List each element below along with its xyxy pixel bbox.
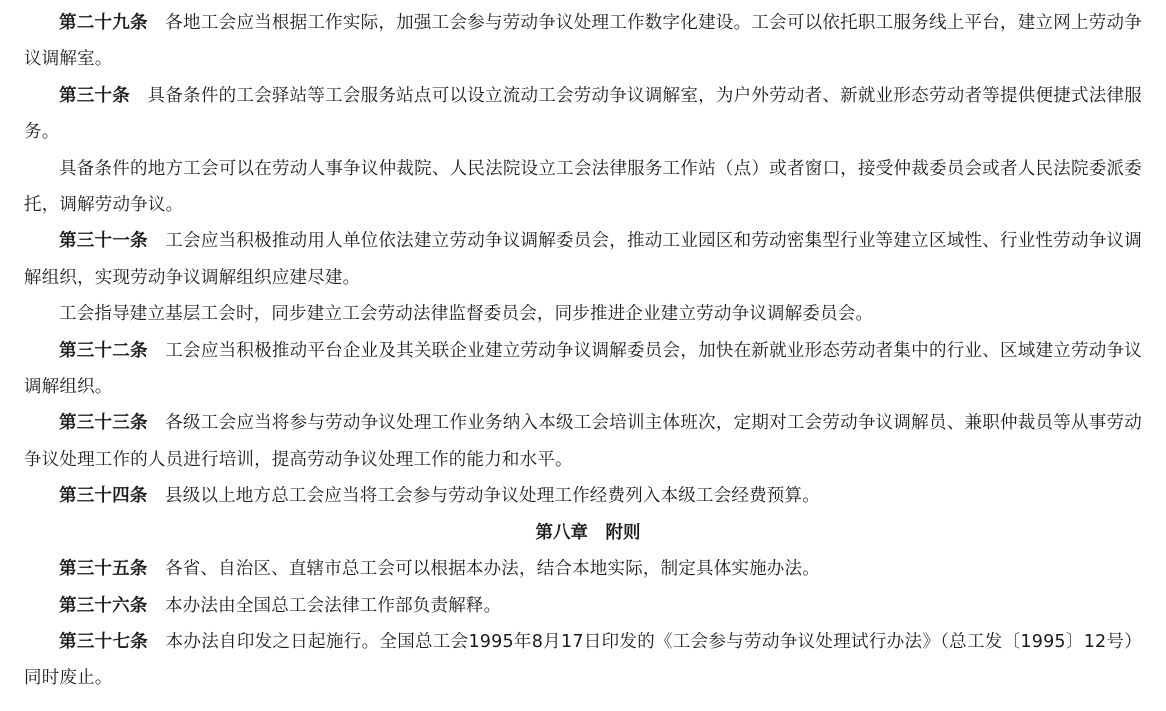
article-32 xyxy=(24,333,1142,406)
article-number: 第三十四条 xyxy=(59,486,148,507)
article-number: 第三十三条 xyxy=(59,413,148,434)
paragraph-text: 具备条件的地方工会可以在劳动人事争议仲裁院、人民法院设立工会法律服务工作站（点）或者窗口，接受仲裁委员会或者人民法院委派委托，调解劳动争议。 xyxy=(24,158,1142,216)
article-text: 各地工会应当根据工作实际，加强工会参与劳动争议处理工作数字化建设。工会可以依托职工服务线上平台，建立网上劳动争议调解室。 xyxy=(24,13,1142,70)
article-33 xyxy=(24,405,1142,478)
article-31-paragraph-2 xyxy=(24,296,1142,332)
article-number: 第三十五条 xyxy=(59,559,148,580)
article-number: 第三十二条 xyxy=(59,340,148,361)
chapter-heading: 第八章 附则 xyxy=(535,522,641,543)
article-text: 具备条件的工会驿站等工会服务站点可以设立流动工会劳动争议调解室，为户外劳动者、新就业形态劳动者等提供便捷式法律服务。 xyxy=(24,85,1142,143)
article-34 xyxy=(24,478,1142,514)
article-text: 本办法自印发之日起施行。全国总工会1995年8月17日印发的《工会参与劳动争议处理试行办法》（总工发〔1995〕12号）同时废止。 xyxy=(24,631,1143,689)
article-37 xyxy=(24,624,1142,697)
article-30 xyxy=(24,78,1142,151)
article-number: 第三十七条 xyxy=(59,631,149,652)
article-number: 第三十一条 xyxy=(59,231,148,252)
article-text: 工会应当积极推动平台企业及其关联企业建立劳动争议调解委员会，加快在新就业形态劳动者集中的行业、区域建立劳动争议调解组织。 xyxy=(24,340,1142,398)
article-text: 各级工会应当将参与劳动争议处理工作业务纳入本级工会培训主体班次，定期对工会劳动争议调解员、兼职仲裁员等从事劳动争议处理工作的人员进行培训，提高劳动争议处理工作的能力和水平。 xyxy=(24,413,1142,470)
article-number: 第三十条 xyxy=(59,85,131,106)
article-text: 各省、自治区、直辖市总工会可以根据本办法，结合本地实际，制定具体实施办法。 xyxy=(165,559,820,580)
article-number: 第三十六条 xyxy=(59,595,148,616)
article-29 xyxy=(24,5,1142,78)
article-text: 工会应当积极推动用人单位依法建立劳动争议调解委员会，推动工业园区和劳动密集型行业等建立区域性、行业性劳动争议调解组织，实现劳动争议调解组织应建尽建。 xyxy=(24,231,1142,288)
article-text: 本办法由全国总工会法律工作部负责解释。 xyxy=(165,595,502,616)
article-35 xyxy=(24,551,1142,587)
article-31 xyxy=(24,223,1142,296)
article-text: 县级以上地方总工会应当将工会参与劳动争议处理工作经费列入本级工会经费预算。 xyxy=(165,486,820,507)
article-36 xyxy=(24,588,1142,624)
article-number: 第二十九条 xyxy=(59,13,148,33)
paragraph-text: 工会指导建立基层工会时，同步建立工会劳动法律监督委员会，同步推进企业建立劳动争议调解委员会。 xyxy=(59,304,874,325)
article-30-paragraph-2 xyxy=(24,151,1142,224)
